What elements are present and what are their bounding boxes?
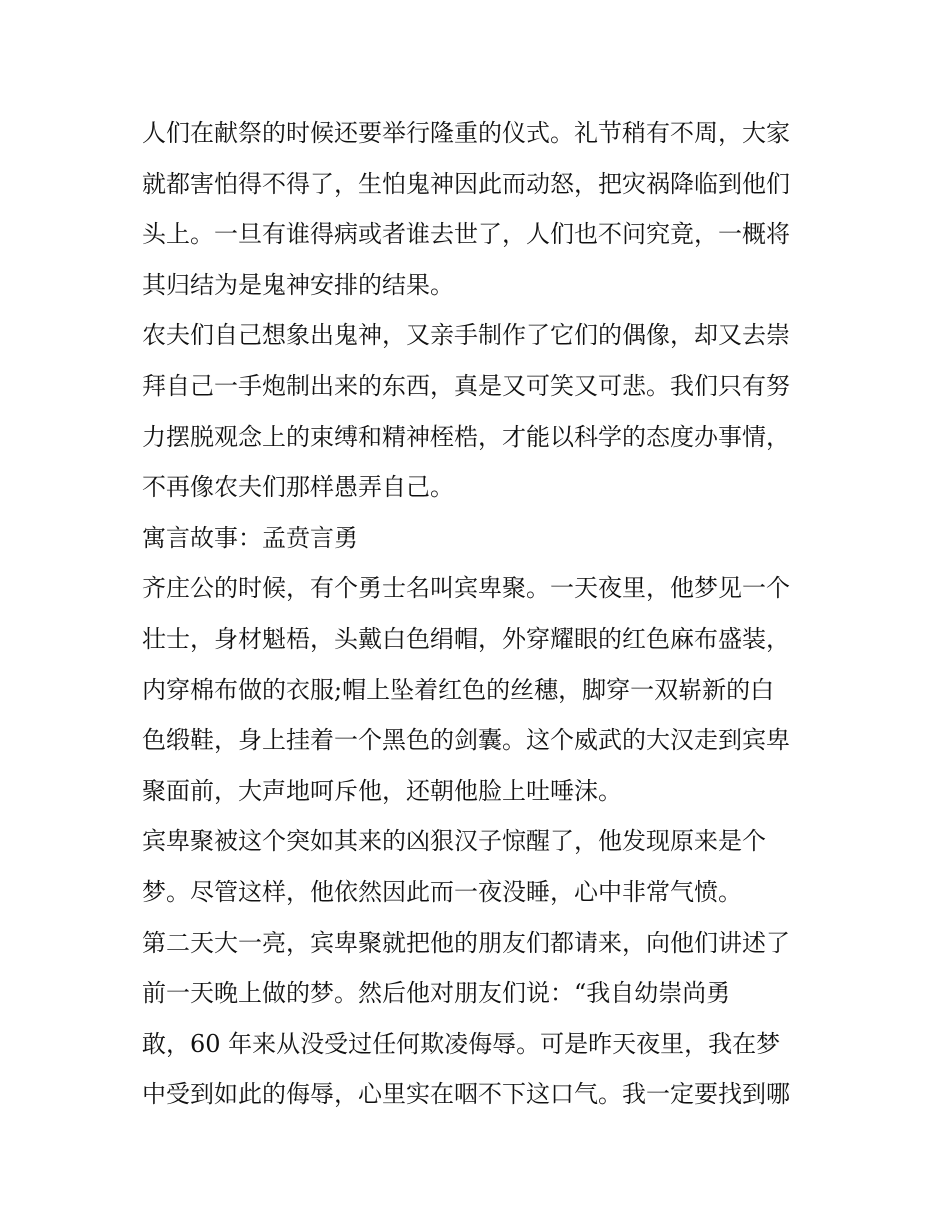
text-line: 聚面前，大声地呵斥他，还朝他脸上吐唾沫。 [142,776,622,805]
text-line: 敢，60 年来从没受过任何欺凌侮辱。可是昨天夜里，我在梦 [142,1029,781,1058]
text-line: 就都害怕得不得了，生怕鬼神因此而动怒，把灾祸降临到他们 [142,169,790,198]
text-line: 其归结为是鬼神安排的结果。 [142,270,454,299]
text-line: 中受到如此的侮辱，心里实在咽不下这口气。我一定要找到哪 [142,1080,790,1109]
text-line: 第二天大一亮，宾卑聚就把他的朋友们都请来，向他们讲述了 [142,928,790,957]
text-line: 齐庄公的时候，有个勇士名叫宾卑聚。一天夜里，他梦见一个 [142,574,790,603]
text-line: 壮士，身材魁梧，头戴白色绢帽，外穿耀眼的红色麻布盛装， [142,624,790,653]
text-line: 前一天晚上做的梦。然后他对朋友们说：“我自幼崇尚勇 [142,979,731,1008]
text-line: 不再像农夫们那样愚弄自己。 [142,473,454,502]
body-text [142,108,814,1120]
text-line: 头上。一旦有谁得病或者谁去世了，人们也不问究竟，一概将 [142,220,790,249]
section-heading: 寓言故事：孟贲言勇 [142,523,358,552]
text-line: 拜自己一手炮制出来的东西，真是又可笑又可悲。我们只有努 [142,371,790,400]
text-line: 农夫们自己想象出鬼神，又亲手制作了它们的偶像，却又去崇 [142,321,790,350]
text-line: 色缎鞋，身上挂着一个黑色的剑囊。这个威武的大汉走到宾卑 [142,726,790,755]
text-line: 人们在献祭的时候还要举行隆重的仪式。礼节稍有不周，大家 [142,119,790,147]
text-line: 力摆脱观念上的束缚和精神桎梏，才能以科学的态度办事情， [142,422,790,451]
text-line: 梦。尽管这样，他依然因此而一夜没睡，心中非常气愤。 [142,877,742,906]
text-line: 内穿棉布做的衣服;帽上坠着红色的丝穗，脚穿一双崭新的白 [142,675,775,704]
text-line: 宾卑聚被这个突如其来的凶狠汉子惊醒了，他发现原来是个 [142,827,766,856]
